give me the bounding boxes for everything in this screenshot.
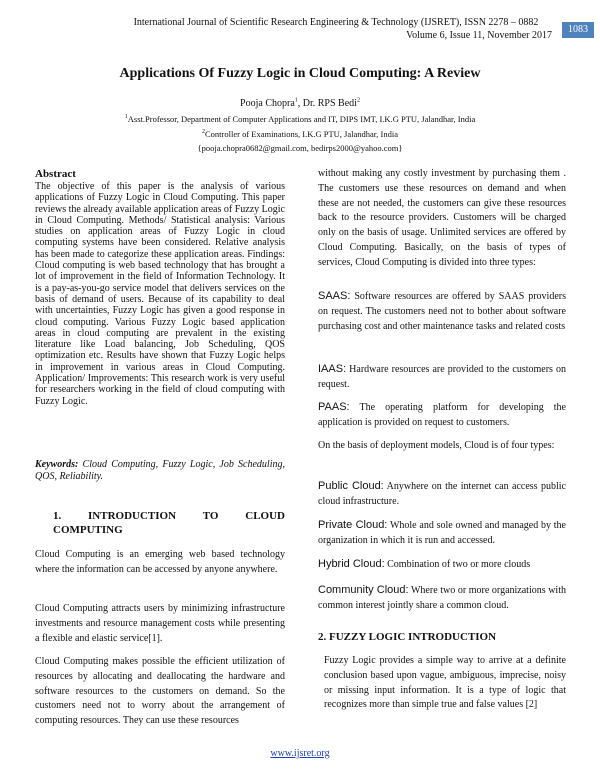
intro-paragraph-2: Cloud Computing attracts users by minimizing infrastructure investments and resource management costs while presenting a flexible and elastic service[1]. xyxy=(35,603,285,644)
intro-paragraph-1: Cloud Computing is an emerging web based technology where the information can be accessed by anyone anywhere. xyxy=(35,549,285,575)
iaas-label: IAAS: xyxy=(318,363,347,375)
community-cloud-label: Community Cloud: xyxy=(318,584,409,596)
author-1: Pooja Chopra xyxy=(240,98,295,109)
fuzzy-logic-paragraph: Fuzzy Logic provides a simple way to arrive at a definite conclusion based upon vague, ambiguous, imprecise, noisy or missing input information. It is a type of logic that recognizes more than simple true and false values [2] xyxy=(324,655,566,711)
keywords xyxy=(35,459,285,483)
author-list xyxy=(0,98,600,110)
iaas-paragraph: IAAS: Hardware resources are provided to the customers on request. xyxy=(318,363,566,390)
author-emails: {pooja.chopra0682@gmail.com, bedirps2000@yahoo.com} xyxy=(197,143,403,153)
volume-issue: Volume 6, Issue 11, November 2017 xyxy=(406,30,552,41)
section-2-heading: 2. FUZZY LOGIC INTRODUCTION xyxy=(318,631,497,643)
community-cloud-paragraph: Community Cloud: Where two or more organizations with common interest jointly share a common cloud. xyxy=(318,584,566,611)
hybrid-cloud-label: Hybrid Cloud: xyxy=(318,558,385,570)
footer-link[interactable]: www.ijsret.org xyxy=(270,748,330,759)
journal-header: International Journal of Scientific Research Engineering & Technology (IJSRET), ISSN 2278 – 0882 xyxy=(133,17,539,28)
saas-paragraph: SAAS: Software resources are offered by SAAS providers on request. The customers need not to bother about software purchasing cost and other maintenance tasks and related costs xyxy=(318,290,566,332)
page-number-badge: 1083 xyxy=(562,22,594,38)
section-1-heading: 1. INTRODUCTION TO CLOUD COMPUTING xyxy=(53,510,285,536)
author-1-sup: 1 xyxy=(294,97,298,104)
public-cloud-paragraph: Public Cloud: Anywhere on the internet can access public cloud infrastructure. xyxy=(318,480,566,507)
deployment-paragraph: On the basis of deployment models, Cloud is of four types: xyxy=(318,440,555,451)
saas-label: SAAS: xyxy=(318,290,351,302)
intro-paragraph-4: without making any costly investment by purchasing them . The customers use these resources on demand and when these are not needed, the customers can give these resources back to the resource providers. Customers will be charged only on the basis of usage. Unlimited services are offered by Cloud Computing. Basically, on the basis of types of services, Cloud Computing is divided into three types: xyxy=(318,168,566,268)
paper-title: Applications Of Fuzzy Logic in Cloud Computing: A Review xyxy=(119,66,481,81)
hybrid-cloud-paragraph: Hybrid Cloud: Combination of two or more clouds xyxy=(318,558,531,570)
paas-paragraph: PAAS: The operating platform for developing the application is provided on request to customers. xyxy=(318,401,566,428)
public-cloud-label: Public Cloud: xyxy=(318,480,384,492)
affiliation-2: $^2$Controller of Examinations, I.K.G PTU, Jalandhar, India xyxy=(202,129,398,139)
keywords-list: Cloud Computing, Fuzzy Logic, Job Scheduling, QOS, Reliability. xyxy=(35,459,285,482)
author-2-sup: 2 xyxy=(356,97,360,104)
abstract-text: The objective of this paper is the analysis of various applications of Fuzzy Logic in Cloud Computing. This paper reviews the already available application areas of Fuzzy Logic in Cloud Computing. Methods/ Statistical analysis: Various studies on application areas of Fuzzy Logic in cloud computing systems have been considered. Relative analysis has been made to categorize these application areas. Findings: Cloud computing is web based technology that has brought a lot of improvement in the field of Information Technology. It is a pay-as-you-go service model that delivers services on the basis of demand of users. Because of its capability to deal with uncertainties, Fuzzy Logic has given a good response in cloud computing. Various Fuzzy Logic based application areas in cloud computing are prevalent in the existing literature like Load balancing, Job Scheduling, QOS optimization etc. Results have shown that Fuzzy Logic helps in improvement in various areas in Cloud Computing. Application/ Improvements: This research work is very useful for researchers working in the field of cloud computing with Fuzzy Logic. xyxy=(35,181,285,407)
intro-paragraph-3: Cloud Computing makes possible the efficient utilization of resources by allocating and deallocating the hardware and software resources to the customers on demand. So the customers need not to worry about the arrangement of computing resources. They can use these resources xyxy=(35,656,285,727)
private-cloud-label: Private Cloud: xyxy=(318,519,388,531)
keywords-label: Keywords: xyxy=(35,459,79,470)
abstract-heading: Abstract xyxy=(35,168,76,180)
author-2: , Dr. RPS Bedi xyxy=(297,98,357,109)
private-cloud-paragraph: Private Cloud: Whole and sole owned and managed by the organization in which it is run and accessed. xyxy=(318,519,567,546)
affiliation-1: $^1$Asst.Professor, Department of Computer Applications and IT, DIPS IMT, I.K.G PTU, Jalandhar, India xyxy=(124,114,476,124)
paas-label: PAAS: xyxy=(318,401,350,413)
